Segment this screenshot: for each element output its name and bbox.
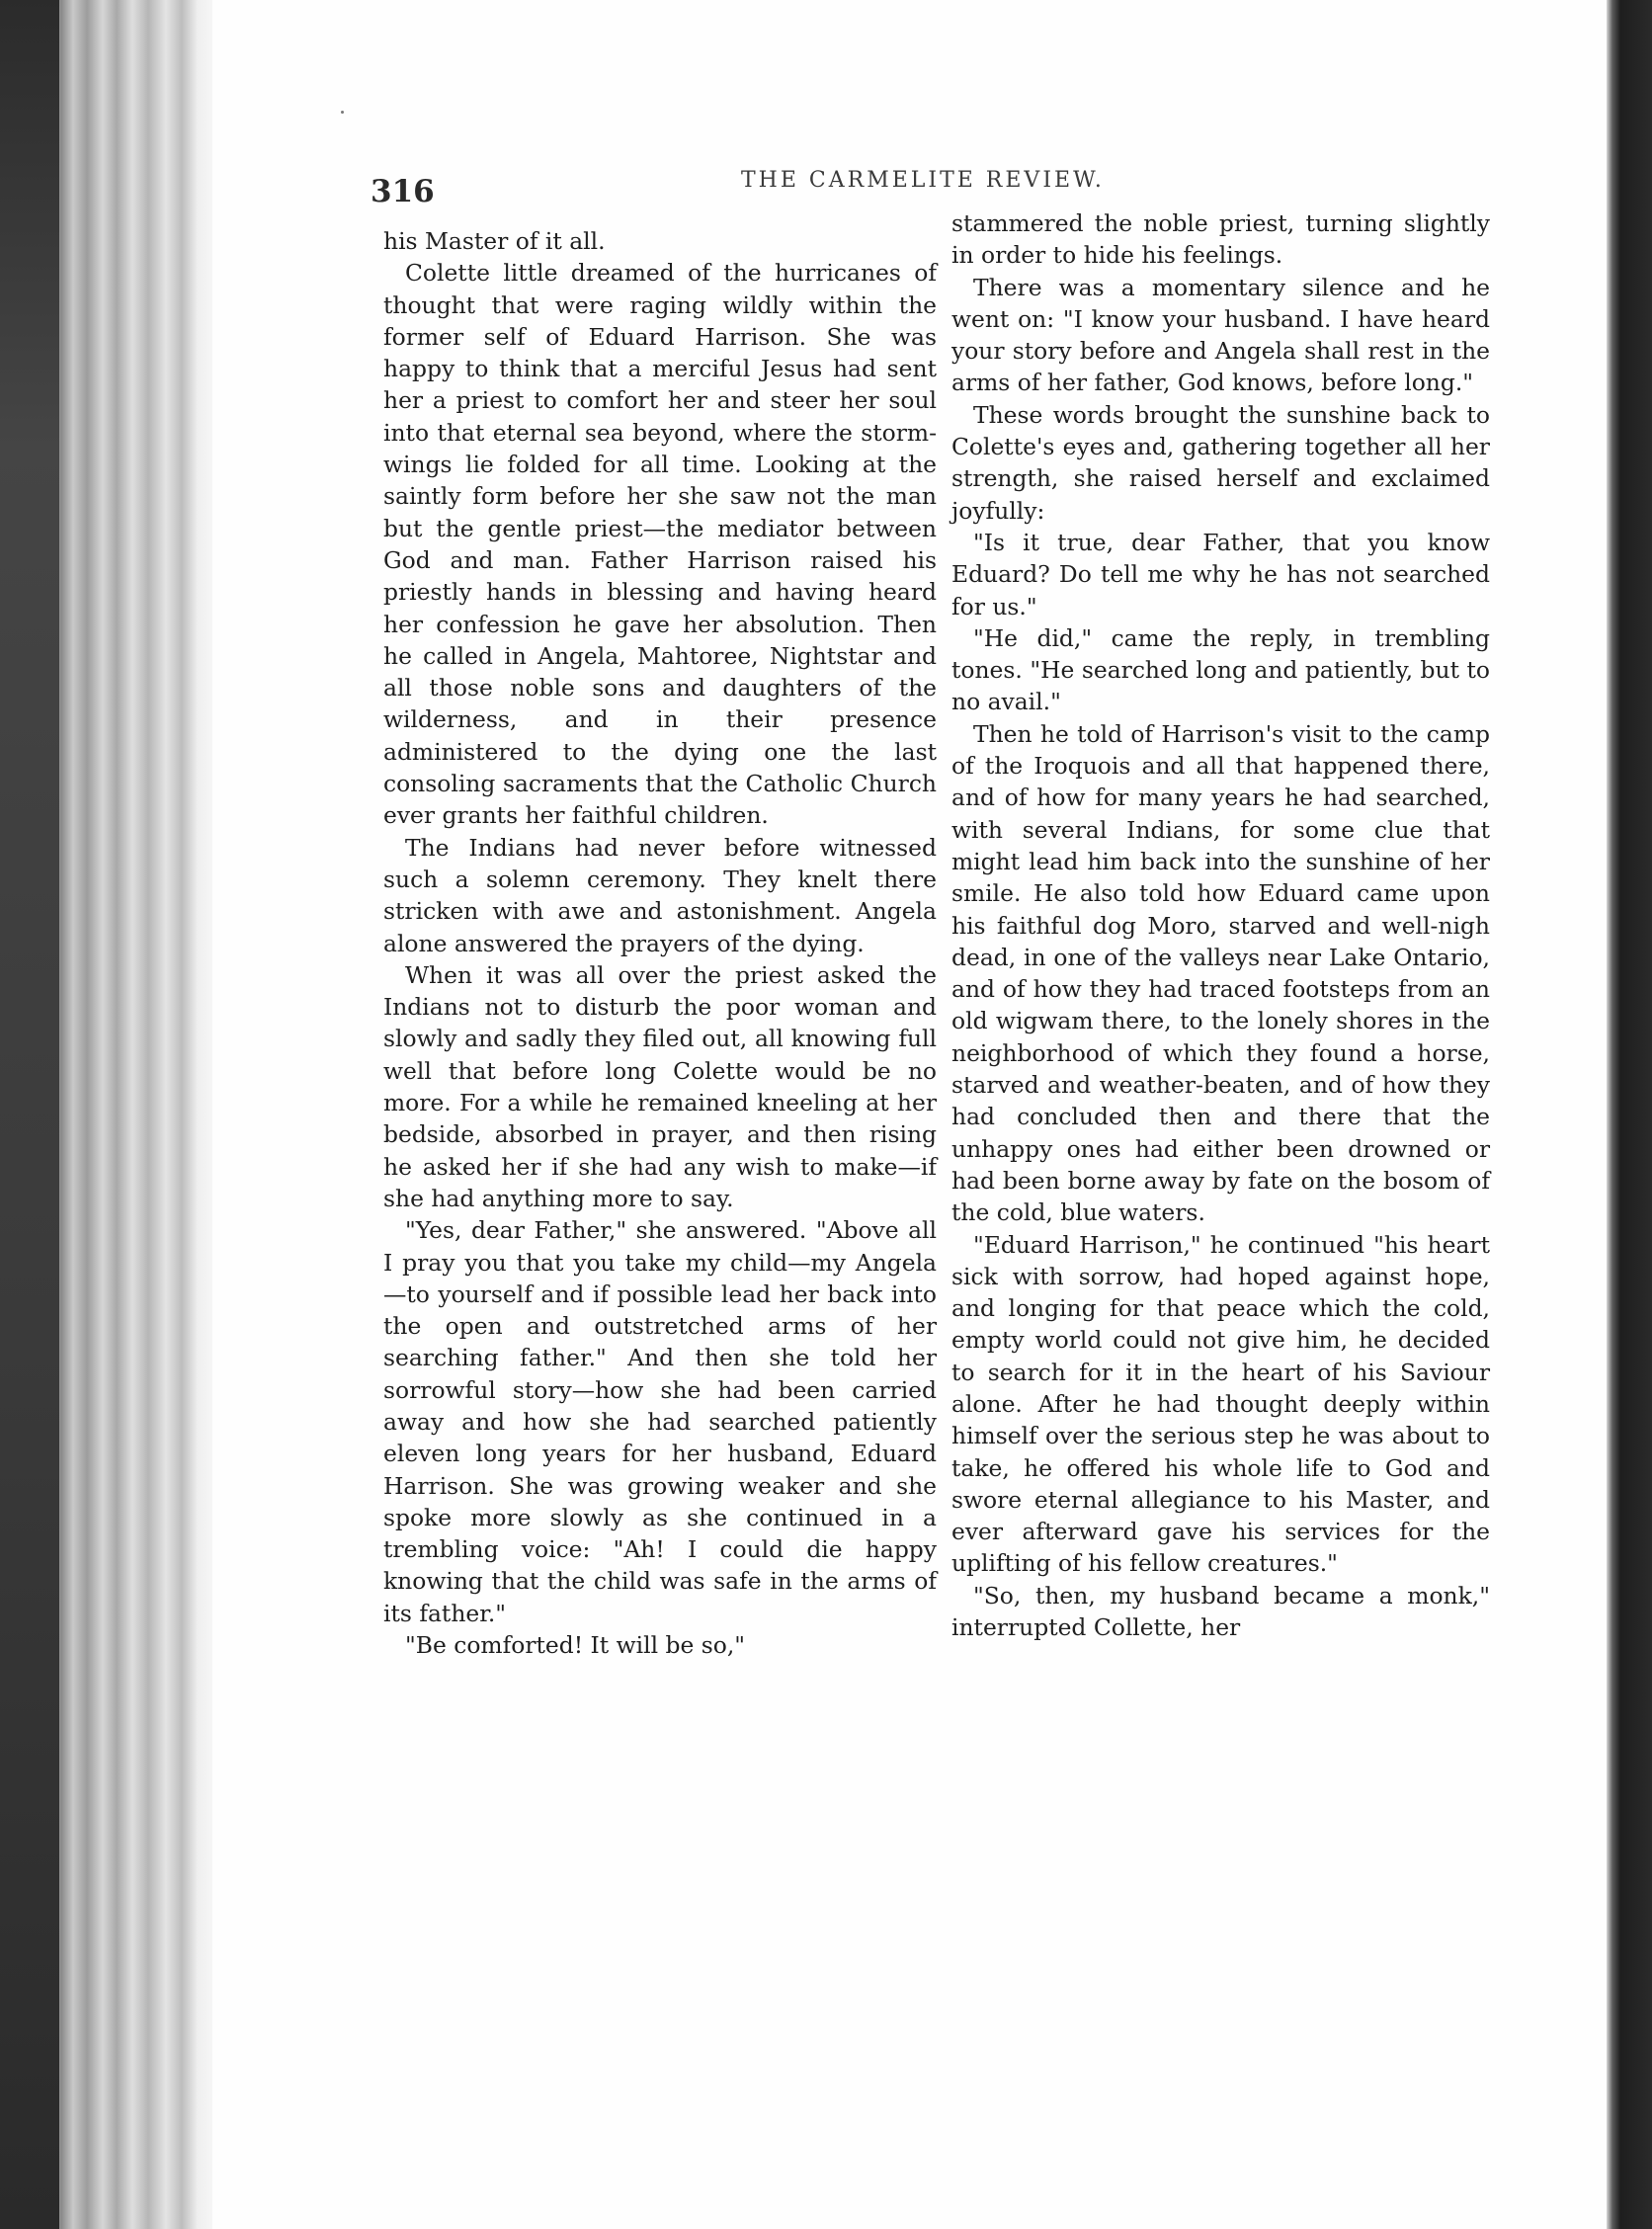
paragraph: stammered the noble priest, turning slightly in order to hide his feelings. [951,209,1490,270]
paragraph: Colette little dreamed of the hurricanes of thought that were raging wildly within the former self of Eduard Harrison. She was happy to think that a merciful Jesus had sent her a priest to comfort her and steer her soul into that eternal sea beyond, where the storm-wings lie folded for all time. Looking at the saintly form before her she saw not the man but the gentle priest—the mediator between God and man. Father Harrison raised his priestly hands in blessing and having heard her confession he gave her absolution. Then he called in Angela, Mahtoree, Nightstar and all those noble sons and daughters of the wilderness, and in their presence administered to the dying one the last consoling sacraments that the Catholic Church ever grants her faithful children. [383,259,937,830]
right-text-column [951,207,1490,1643]
book-spine-edge [0,0,212,2229]
paragraph: his Master of it all. [383,227,606,255]
paragraph: "He did," came the reply, in trembling tones. "He searched long and patiently, but to no avail." [951,623,1490,716]
paragraph: "So, then, my husband became a monk," interrupted Collette, her [951,1581,1490,1642]
book-binding [0,0,59,2229]
page-header [371,168,1527,207]
paragraph: "Is it true, dear Father, that you know Eduard? Do tell me why he has not searched for us." [951,528,1490,620]
page-number: 316 [371,174,435,209]
print-speck [341,111,344,114]
running-title: THE CARMELITE REVIEW. [741,168,1105,193]
paragraph: Then he told of Harrison's visit to the camp of the Iroquois and all that happened there, and of how for many years he had searched, with several Indians, for some clue that might lead him back into the sunshine of her smile. He also told how Eduard came upon his faithful dog Moro, starved and well-nigh dead, in one of the valleys near Lake Ontario, and of how they had traced footsteps from an old wigwam there, to the lonely shores in the neighborhood of which they found a horse, starved and weather-beaten, and of how they had concluded then and there that the unhappy ones had either been drowned or had been borne away by fate on the bosom of the cold, blue waters. [951,719,1490,1227]
paragraph: "Eduard Harrison," he continued "his heart sick with sorrow, had hoped against hope, and longing for that peace which the cold, empty world could not give him, he decided to search for it in the heart of his Saviour alone. After he had thought deeply within himself over the serious step he was about to take, he offered his whole life to God and swore eternal allegiance to his Master, and ever afterward gave his services for the uplifting of his fellow creatures." [951,1230,1490,1578]
left-text-column [383,225,937,1661]
paragraph: There was a momentary silence and he went on: "I know your husband. I have heard your story before and Angela shall rest in the arms of her father, God knows, before long." [951,273,1490,397]
paragraph: "Yes, dear Father," she answered. "Above all I pray you that you take my child—my Angela—to yourself and if possible lead her back into the open and outstretched arms of her searching father." And then she told her sorrowful story—how she had been carried away and how she had searched patiently eleven long years for her husband, Eduard Harrison. She was growing weaker and she spoke more slowly as she continued in a trembling voice: "Ah! I could die happy knowing that the child was safe in the arms of its father." [383,1216,937,1627]
paragraph: The Indians had never before witnessed such a solemn ceremony. They knelt there stricken with awe and astonishment. Angela alone answered the prayers of the dying. [383,833,937,957]
paragraph: When it was all over the priest asked the Indians not to disturb the poor woman and slowly and sadly they filed out, all knowing full well that before long Colette would be no more. For a while he remained kneeling at her bedside, absorbed in prayer, and then rising he asked her if she had any wish to make—if she had anything more to say. [383,960,937,1212]
paragraph: These words brought the sunshine back to Colette's eyes and, gathering together all her strength, she raised herself and exclaimed joyfully: [951,400,1490,525]
paragraph: "Be comforted! It will be so," [405,1631,746,1660]
facing-page-edge [1607,0,1652,2229]
